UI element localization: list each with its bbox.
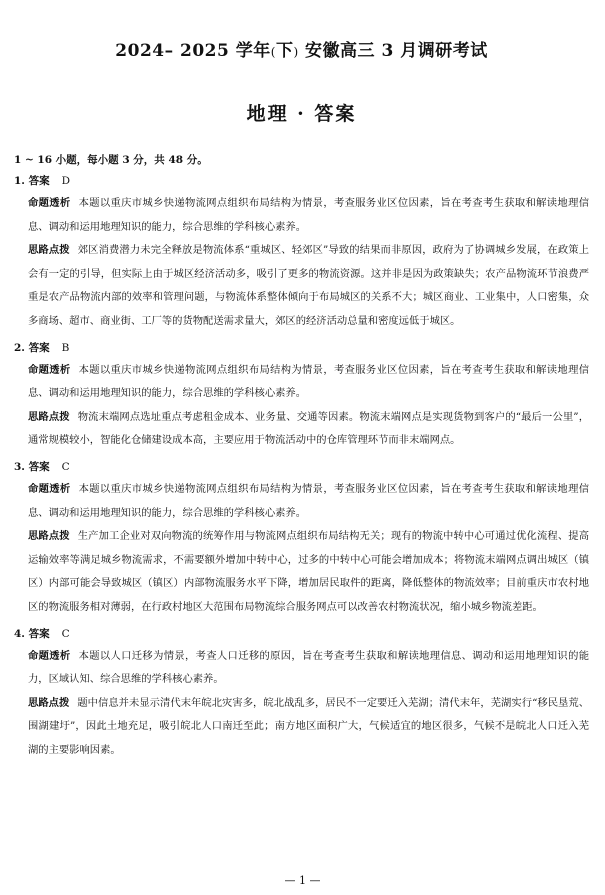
answer-label: 答案 — [28, 175, 50, 187]
hint-paragraph — [14, 239, 589, 333]
intent-paragraph — [14, 192, 589, 239]
title-paren-open: ( — [270, 45, 276, 59]
question-answer-line — [14, 340, 589, 355]
answer-value: C — [61, 460, 70, 473]
intent-label: 命题透析 — [28, 649, 71, 662]
hint-text: 郊区消费潜力未完全释放是物流体系“重城区、轻郊区”导致的结果而非原因，政府为了协调城乡发展，在政策上会有一定的引导，但实际上由于城区经济活动多，吸引了更多的物流资源。这并非是因为政策缺失；农产品物流环节浪费严重是农产品物流内部的效率和管理问题，与物流体系整体倾向于布局城区的关系不大；城区商业、工业集中，人口密集，众多商场、超市、商业街、工厂等的货物配送需求量大，郊区的经济活动总量和密度远低于城区。 — [28, 244, 589, 327]
question-number: 4. — [14, 627, 25, 640]
title-paren-close: ) — [293, 45, 299, 59]
answer-value: C — [61, 627, 70, 640]
answer-value: D — [61, 175, 71, 187]
intent-label: 命题透析 — [28, 482, 71, 495]
intent-paragraph — [14, 359, 589, 406]
page-title — [14, 0, 589, 61]
hint-paragraph — [14, 525, 589, 619]
intent-paragraph — [14, 645, 589, 692]
hint-text: 生产加工企业对双向物流的统筹作用与物流网点组织布局结构无关；现有的物流中转中心可通过优化流程、提高运输效率等满足城乡物流需求，不需要额外增加中转中心，过多的中转中心可能会增加成本；将物流末端网点调出城区（镇区）内部可能会导致城区（镇区）内部物流服务水平下降，增加居民取件的距离，降低整体的物流效率；目前重庆市农村地区的物流服务相对薄弱，在行政村地区大范围布局物流综合服务网点可以改善农村物流状况，缩小城乡物流差距。 — [28, 530, 590, 613]
question-answer-line — [14, 459, 589, 474]
answer-label: 答案 — [28, 341, 50, 354]
question-number: 1. — [14, 175, 25, 187]
hint-label: 思路点拨 — [28, 410, 70, 423]
page-number: — 1 — — [284, 874, 321, 887]
intent-label: 命题透析 — [28, 197, 71, 209]
question-item — [14, 340, 589, 453]
answer-value: B — [61, 341, 70, 354]
hint-text: 物流末端网点选址重点考虑租金成本、业务量、交通等因素。物流末端网点是实现货物到客户的“最后一公里”，通常规模较小，智能化仓储建设成本高，主要应用于物流活动中的仓库管理环节而非末端网点。 — [28, 410, 589, 447]
title-exam: 安徽高三 3 月调研考试 — [298, 41, 488, 61]
hint-text: 题中信息并未显示清代末年皖北灾害多，皖北战乱多，居民不一定要迁入芜湖；清代末年，芜湖实行“移民垦荒、围湖建圩”，因此土地充足，吸引皖北人口南迁至此；南方地区面积广大，气候适宜的地区很多，气候不是皖北人口迁入芜湖的主要影响因素。 — [28, 696, 590, 756]
intent-paragraph — [14, 478, 589, 525]
question-number: 2. — [14, 341, 25, 354]
intent-text: 本题以人口迁移为情景，考查人口迁移的原因，旨在考查考生获取和解读地理信息、调动和运用地理知识的能力，区域认知、综合思维的学科核心素养。 — [28, 649, 590, 686]
scoring-summary: 1 ~ 16 小题，每小题 3 分，共 48 分。 — [14, 154, 208, 166]
page-subtitle: 地理 · 答案 — [246, 103, 357, 125]
title-term: 下 — [275, 41, 294, 61]
question-number: 3. — [14, 460, 25, 473]
answer-label: 答案 — [28, 460, 50, 473]
hint-paragraph — [14, 406, 589, 453]
answer-label: 答案 — [28, 627, 50, 640]
hint-label: 思路点拨 — [28, 244, 70, 257]
question-answer-line — [14, 173, 589, 188]
question-list — [14, 173, 589, 762]
intent-label: 命题透析 — [28, 363, 71, 376]
question-item — [14, 173, 589, 334]
intent-text: 本题以重庆市城乡快递物流网点组织布局结构为情景，考查服务业区位因素，旨在考查考生获取和解读地理信息、调动和运用地理知识的能力，综合思维的学科核心素养。 — [28, 197, 590, 233]
hint-label: 思路点拨 — [28, 530, 70, 543]
question-item — [14, 459, 589, 620]
question-answer-line — [14, 626, 589, 641]
hint-label: 思路点拨 — [28, 696, 70, 709]
hint-paragraph — [14, 692, 589, 763]
intent-text: 本题以重庆市城乡快递物流网点组织布局结构为情景，考查服务业区位因素，旨在考查考生获取和解读地理信息、调动和运用地理知识的能力，综合思维的学科核心素养。 — [28, 363, 590, 400]
title-year: 2024– 2025 学年 — [115, 41, 271, 61]
intent-text: 本题以重庆市城乡快递物流网点组织布局结构为情景，考查服务业区位因素，旨在考查考生获取和解读地理信息、调动和运用地理知识的能力，综合思维的学科核心素养。 — [28, 482, 590, 519]
question-item — [14, 626, 589, 763]
